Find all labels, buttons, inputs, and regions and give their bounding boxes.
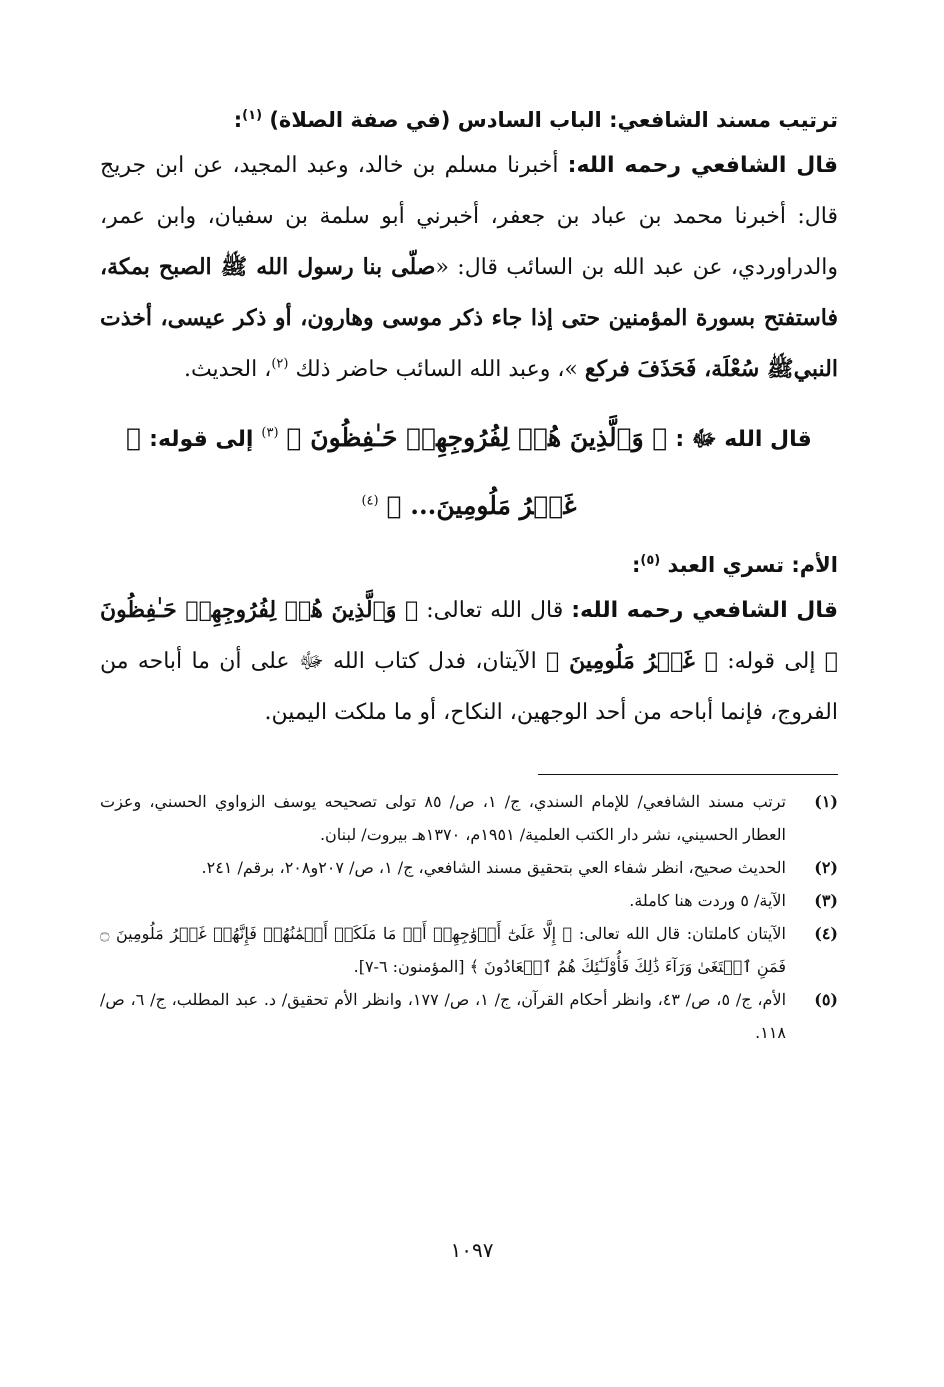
footnotes [100,785,838,1049]
heading-colon-2: : [631,553,641,577]
paragraph-umm [100,585,838,738]
paragraph-end: ، الحديث. [183,357,272,382]
paragraph-text: أخبرنا مسلم بن خالد، وعبد المجيد، عن ابن جريج قال: أخبرنا محمد بن عباد بن جعفر، أخبرني أبو سلمة بن سفيان، وابن عمر، والدراوردي، عن عبد الله بن السائب قال: « [100,153,838,280]
verse-4: ﴿ غَيۡرُ مَلُومِينَ ﴾ [546,648,718,674]
footnote-number: (٥) [814,990,838,1009]
verse-3: ﴿ وَٱلَّذِينَ هُمۡ لِفُرُوجِهِمۡ حَـٰفِظُونَ ﴾ [100,597,838,674]
verse-2: ﴿ غَيۡرُ مَلُومِينَ... ﴾ [126,423,577,520]
paragraph-text-2a: قال الله تعالى: [426,598,564,623]
section-heading-musnad [100,100,838,140]
section-heading-text-2: الأم: تسري العبد [667,553,838,577]
footnote-ref-4[interactable]: (٤) [361,493,379,509]
footnote-number: (١) [814,792,838,811]
page-body [100,100,838,1049]
footnote-text: الآيتان كاملتان: قال الله تعالى: ﴿ إِلَّا عَلَىٰٓ أَزۡوَٰجِهِمۡ أَوۡ مَا مَلَكَتۡ أَيۡمَٰنُهُمۡ فَإِنَّهُمۡ غَيۡرُ مَلُومِينَ ۝ فَمَنِ ٱبۡتَغَىٰ وَرَآءَ ذَٰلِكَ فَأُوْلَـٰٓئِكَ هُمُ ٱلۡعَادُونَ ﴾ [المؤمنون: ٦-٧]. [100,924,786,976]
verse-mid: إلى قوله: [149,427,254,452]
footnote-ref-5[interactable]: (٥) [640,553,661,568]
paragraph-text-2b: إلى قوله: [727,649,816,674]
footnote-ref-1[interactable]: (١) [242,108,263,123]
footnote-text: الحديث صحيح، انظر شفاء العي بتحقيق مسند الشافعي، ج/ ١، ص/ ٢٠٧و٢٠٨، برقم/ ٢٤١. [201,858,786,877]
footnote-ref-2[interactable]: (٢) [271,356,289,372]
paragraph-text-2c: الآيتان، فدل كتاب الله ﷻ على أن ما أباحه من الفروج، فإنما أباحه من أحد الوجهين، النكاح، أو ما ملكت اليمين. [100,649,838,725]
footnote-1 [100,785,838,851]
footnote-number: (٤) [814,924,838,943]
footnote-text: الآية/ ٥ وردت هنا كاملة. [629,891,786,910]
heading-colon: : [233,108,243,132]
footnote-2 [100,851,838,884]
footnote-3 [100,884,838,917]
section-heading-text: ترتيب مسند الشافعي: الباب السادس (في صفة الصلاة) [269,108,838,132]
hadith-text: صلّى بنا رسول الله ﷺ الصبح بمكة، فاستفتح بسورة المؤمنين حتى إذا جاء ذكر موسى وهارون، أو ذكر عيسى، أخذت النبيﷺ سُعْلَة، فَحَذَفَ فركع [100,254,838,382]
footnote-separator [538,774,838,775]
section-heading-umm [100,545,838,585]
footnote-ref-3[interactable]: (٣) [261,425,279,441]
footnote-5 [100,983,838,1049]
paragraph-lead-2: قال الشافعي رحمه الله: [571,598,839,623]
verse-1: ﴿ وَٱلَّذِينَ هُمۡ لِفُرُوجِهِمۡ حَـٰفِظُونَ ﴾ [286,423,668,452]
footnote-number: (٢) [814,858,838,877]
paragraph-hadith [100,140,838,395]
footnote-number: (٣) [814,891,838,910]
quran-verse-block [100,405,838,539]
paragraph-lead: قال الشافعي رحمه الله: [567,153,839,178]
verse-lead: قال الله ﷻ : [675,427,812,452]
footnote-text: ترتب مسند الشافعي/ للإمام السندي، ج/ ١، ص/ ٨٥ تولى تصحيحه يوسف الزواوي الحسني، وعزت العطار الحسيني، نشر دار الكتب العلمية/ ١٩٥١م، ١٣٧٠هـ بيروت/ لبنان. [100,792,787,844]
paragraph-after: »، وعبد الله السائب حاضر ذلك [295,357,578,382]
footnote-4 [100,917,838,983]
page-number: ١٠٩٧ [450,1238,494,1262]
footnote-text: الأم، ج/ ٥، ص/ ٤٣، وانظر أحكام القرآن، ج/ ١، ص/ ١٧٧، وانظر الأم تحقيق/ د. عبد المطلب، ج/ ٦، ص/ ١١٨. [100,990,787,1042]
